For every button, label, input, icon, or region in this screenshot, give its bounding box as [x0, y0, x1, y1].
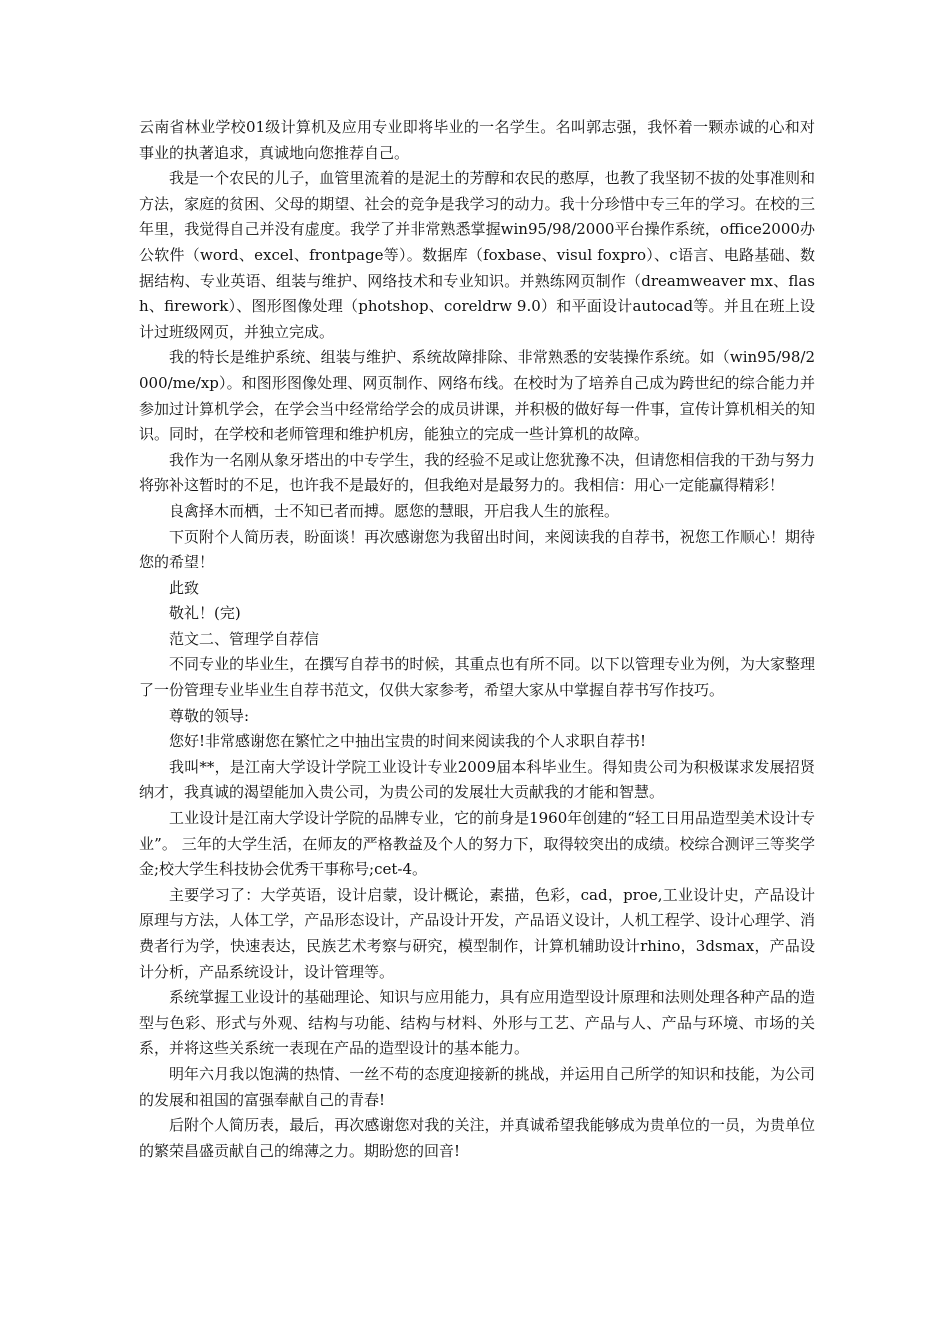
paragraph: 云南省林业学校01级计算机及应用专业即将毕业的一名学生。名叫郭志强，我怀着一颗赤诚的心和对事业的执著追求，真诚地向您推荐自己。 — [139, 118, 815, 162]
paragraph: 我叫**，是江南大学设计学院工业设计专业2009届本科毕业生。得知贵公司为积极谋求发展招贤纳才，我真诚的渴望能加入贵公司，为贵公司的发展壮大贡献我的才能和智慧。 — [139, 757, 815, 802]
paragraph: 我的特长是维护系统、组装与维护、系统故障排除、非常熟悉的安装操作系统。如（win95/98/2000/me/xp）。和图形图像处理、网页制作、网络布线。在校时为了培养自己成为跨世纪的综合能力并参加过计算机学会，在学会当中经常给学会的成员讲课，并积极的做好每一件事，宣传计算机相关的知识。同时，在学校和老师管理和维护机房，能独立的完成一些计算机的故障。 — [139, 348, 815, 444]
paragraph: 您好!非常感谢您在繁忙之中抽出宝贵的时间来阅读我的个人求职自荐书! — [169, 732, 647, 751]
paragraph: 不同专业的毕业生，在撰写自荐书的时候，其重点也有所不同。以下以管理专业为例，为大家整理了一份管理专业毕业生自荐书范文，仅供大家参考，希望大家从中掌握自荐书写作技巧。 — [139, 655, 815, 700]
letter-greeting: 尊敬的领导: — [169, 706, 250, 725]
section-heading: 范文二、管理学自荐信 — [169, 629, 320, 648]
paragraph: 明年六月我以饱满的热情、一丝不苟的态度迎接新的挑战，并运用自己所学的知识和技能，为公司的发展和祖国的富强奉献自己的青春! — [139, 1064, 815, 1109]
paragraph: 我作为一名刚从象牙塔出的中专学生，我的经验不足或让您犹豫不决，但请您相信我的干劲与努力将弥补这暂时的不足，也许我不是最好的，但我绝对是最努力的。我相信：用心一定能赢得精彩！ — [139, 450, 815, 495]
closing-regards: 敬礼！(完) — [169, 604, 241, 623]
paragraph: 主要学习了：大学英语，设计启蒙，设计概论，素描，色彩，cad，proe,工业设计史，产品设计原理与方法，人体工学，产品形态设计，产品设计开发，产品语义设计，人机工程学、设计心理学、消费者行为学，快速表达，民族艺术考察与研究，模型制作，计算机辅助设计rhino，3dsmax，产品设计分析，产品系统设计，设计管理等。 — [139, 885, 815, 981]
paragraph: 后附个人简历表，最后，再次感谢您对我的关注，并真诚希望我能够成为贵单位的一员，为贵单位的繁荣昌盛贡献自己的绵薄之力。期盼您的回音! — [139, 1116, 815, 1160]
paragraph: 良禽择木而栖，士不知已者而搏。愿您的慧眼，开启我人生的旅程。 — [169, 501, 620, 520]
closing-salutation: 此致 — [169, 578, 200, 597]
paragraph: 我是一个农民的儿子，血管里流着的是泥土的芳醇和农民的憨厚，也教了我坚韧不拔的处事准则和方法，家庭的贫困、父母的期望、社会的竞争是我学习的动力。我十分珍惜中专三年的学习。在校的三年里，我觉得自己并没有虚度。我学了并非常熟悉掌握win95/98/2000平台操作系统，office2000办公软件（word、excel、frontpage等）。数据库（foxbase、visul foxpro）、c语言、电路基础、数据结构、专业英语、组装与维护、网络技术和专业知识。并熟练网页制作（dreamweaver mx、flash、firework）、图形图像处理（photshop、coreldrw 9.0）和平面设计autocad等。并且在班上设计过班级网页，并独立完成。 — [139, 169, 815, 341]
paragraph: 系统掌握工业设计的基础理论、知识与应用能力，具有应用造型设计原理和法则处理各种产品的造型与色彩、形式与外观、结构与功能、结构与材料、外形与工艺、产品与人、产品与环境、市场的关系，并将这些关系统一表现在产品的造型设计的基本能力。 — [139, 988, 815, 1058]
paragraph: 下页附个人简历表，盼面谈！再次感谢您为我留出时间，来阅读我的自荐书，祝您工作顺心！期待您的希望！ — [139, 527, 815, 572]
document-page — [139, 115, 815, 1164]
paragraph: 工业设计是江南大学设计学院的品牌专业，它的前身是1960年创建的“轻工日用品造型美术设计专业”。 三年的大学生活，在师友的严格教益及个人的努力下，取得较突出的成绩。校综合测评三等奖学金;校大学生科技协会优秀干事称号;cet-4。 — [139, 809, 815, 879]
